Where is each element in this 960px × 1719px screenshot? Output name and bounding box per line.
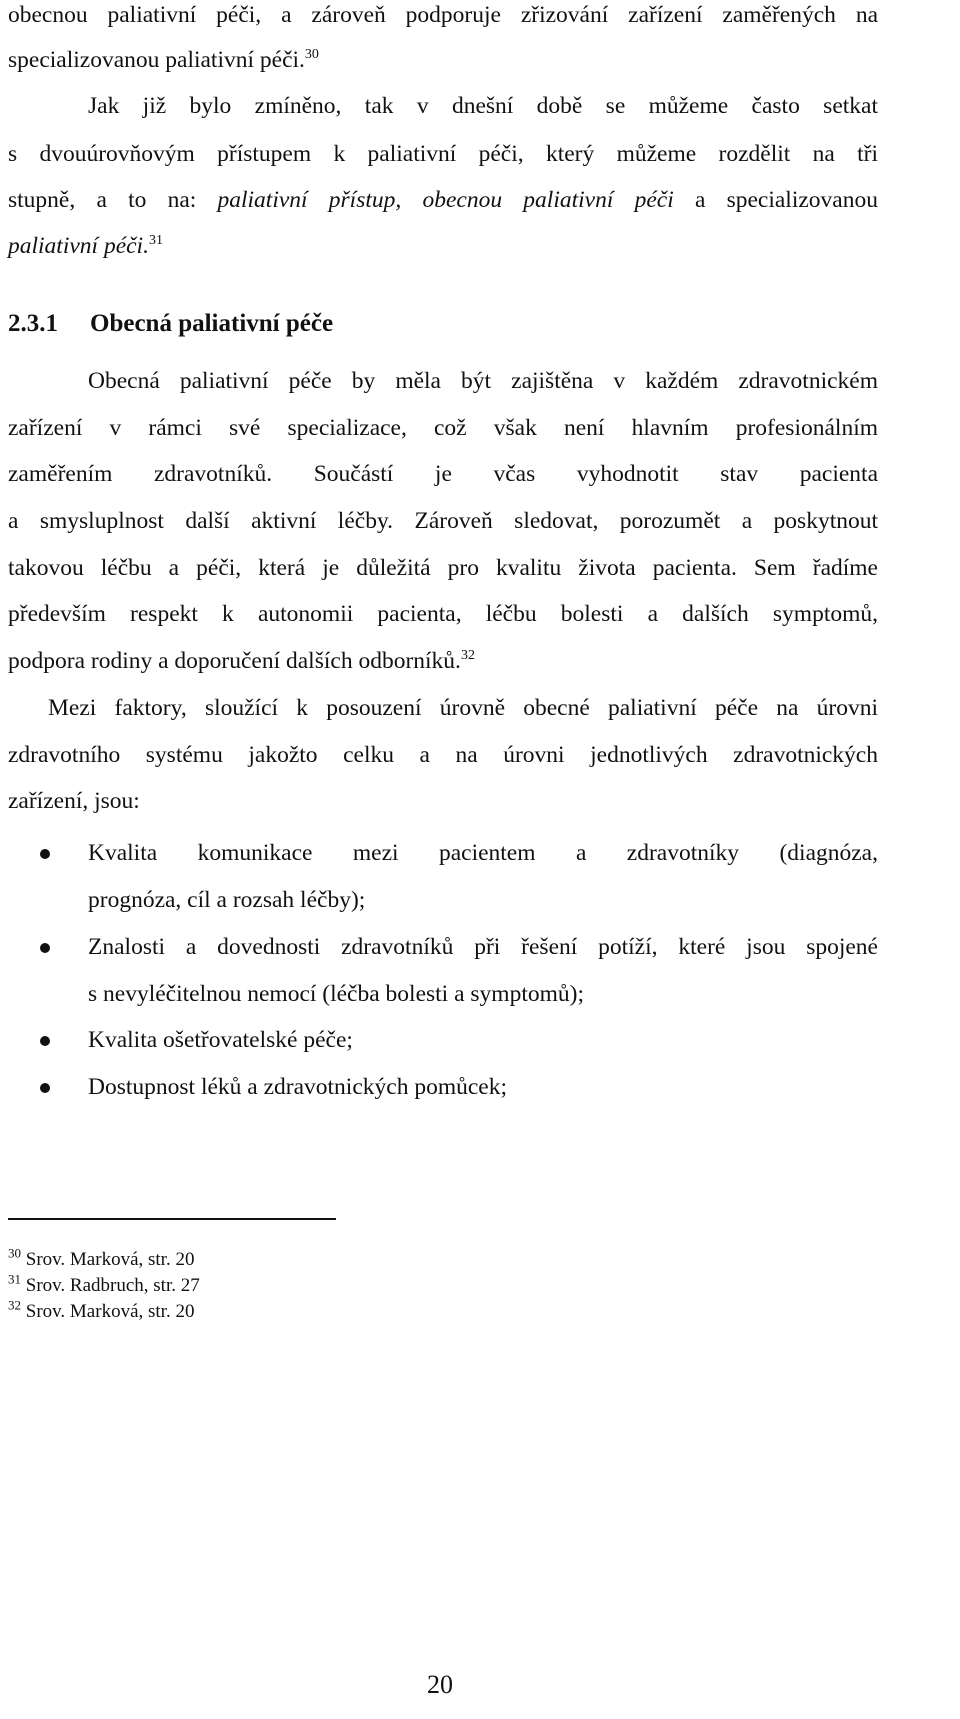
intro-line-5-b: a specializovanou xyxy=(673,187,878,213)
intro-line-5 xyxy=(8,185,878,215)
bullet-icon xyxy=(40,943,50,953)
section-heading xyxy=(8,310,333,338)
bullet-icon xyxy=(40,1083,50,1093)
bullet-2-line-1: Znalosti a dovednosti zdravotníků při řešení potíží, které jsou spojené xyxy=(88,934,878,960)
intro-line-3: Jak již bylo zmíněno, tak v dnešní době se můžeme často setkat xyxy=(88,93,878,119)
footnote-30 xyxy=(8,1245,195,1272)
footnote-ref-31: 31 xyxy=(148,233,163,249)
section-number: 2.3.1 xyxy=(8,310,58,337)
bullet-1-line-1: Kvalita komunikace mezi pacientem a zdravotníky (diagnóza, xyxy=(88,840,878,866)
footnote-number: 30 xyxy=(8,1245,21,1261)
body-p1-line-5: takovou léčbu a péči, která je důležitá pro kvalitu života pacienta. Sem řadíme xyxy=(8,555,878,581)
footnote-text: Srov. Marková, str. 20 xyxy=(25,1301,195,1322)
bullet-1-line-2: prognóza, cíl a rozsah léčby); xyxy=(88,887,366,913)
body-p2-line-3: zařízení, jsou: xyxy=(8,788,140,814)
body-p1-line-3: zaměřením zdravotníků. Součástí je včas vyhodnotit stav pacienta xyxy=(8,461,878,487)
intro-line-5-emphasis: paliativní přístup, obecnou paliativní péči xyxy=(217,187,674,213)
body-p1-line-6: především respekt k autonomii pacienta, léčbu bolesti a dalších symptomů, xyxy=(8,601,878,627)
body-p2-line-2: zdravotního systému jakožto celku a na úrovni jednotlivých zdravotnických xyxy=(8,742,878,768)
intro-line-6-emphasis: paliativní péči. xyxy=(8,233,149,259)
intro-line-2 xyxy=(8,45,878,75)
page-number: 20 xyxy=(427,1670,453,1699)
body-p1-line-7-text: podpora rodiny a doporučení dalších odborníků. xyxy=(8,648,461,674)
bullet-3-line-1: Kvalita ošetřovatelské péče; xyxy=(88,1027,353,1053)
body-p1-line-7 xyxy=(8,646,878,676)
footnote-32 xyxy=(8,1297,195,1324)
footnote-separator xyxy=(8,1218,336,1220)
body-p1-line-2: zařízení v rámci své specializace, což však není hlavním profesionálním xyxy=(8,415,878,441)
intro-line-1: obecnou paliativní péči, a zároveň podporuje zřizování zařízení zaměřených na xyxy=(8,2,878,28)
intro-line-6 xyxy=(8,231,878,261)
bullet-2-line-2: s nevyléčitelnou nemocí (léčba bolesti a symptomů); xyxy=(88,981,584,1007)
footnote-number: 31 xyxy=(8,1271,21,1287)
intro-line-2-text: specializovanou paliativní péči. xyxy=(8,47,305,73)
body-p1-line-4: a smysluplnost další aktivní léčby. Zároveň sledovat, porozumět a poskytnout xyxy=(8,508,878,534)
body-p2-line-1: Mezi faktory, sloužící k posouzení úrovně obecné paliativní péče na úrovni xyxy=(48,695,878,721)
body-p1-line-1: Obecná paliativní péče by měla být zajištěna v každém zdravotnickém xyxy=(88,368,878,394)
intro-line-4: s dvouúrovňovým přístupem k paliativní péči, který můžeme rozdělit na tři xyxy=(8,141,878,167)
bullet-icon xyxy=(40,849,50,859)
bullet-4-line-1: Dostupnost léků a zdravotnických pomůcek; xyxy=(88,1074,507,1100)
intro-line-5-a: stupně, a to na: xyxy=(8,187,218,213)
footnote-text: Srov. Radbruch, str. 27 xyxy=(25,1275,200,1296)
footnote-number: 32 xyxy=(8,1297,21,1313)
footnote-text: Srov. Marková, str. 20 xyxy=(25,1249,195,1270)
footnote-ref-30: 30 xyxy=(304,47,319,63)
footnote-ref-32: 32 xyxy=(460,648,475,664)
section-title: Obecná paliativní péče xyxy=(90,310,334,337)
footnote-31 xyxy=(8,1271,200,1298)
bullet-icon xyxy=(40,1036,50,1046)
